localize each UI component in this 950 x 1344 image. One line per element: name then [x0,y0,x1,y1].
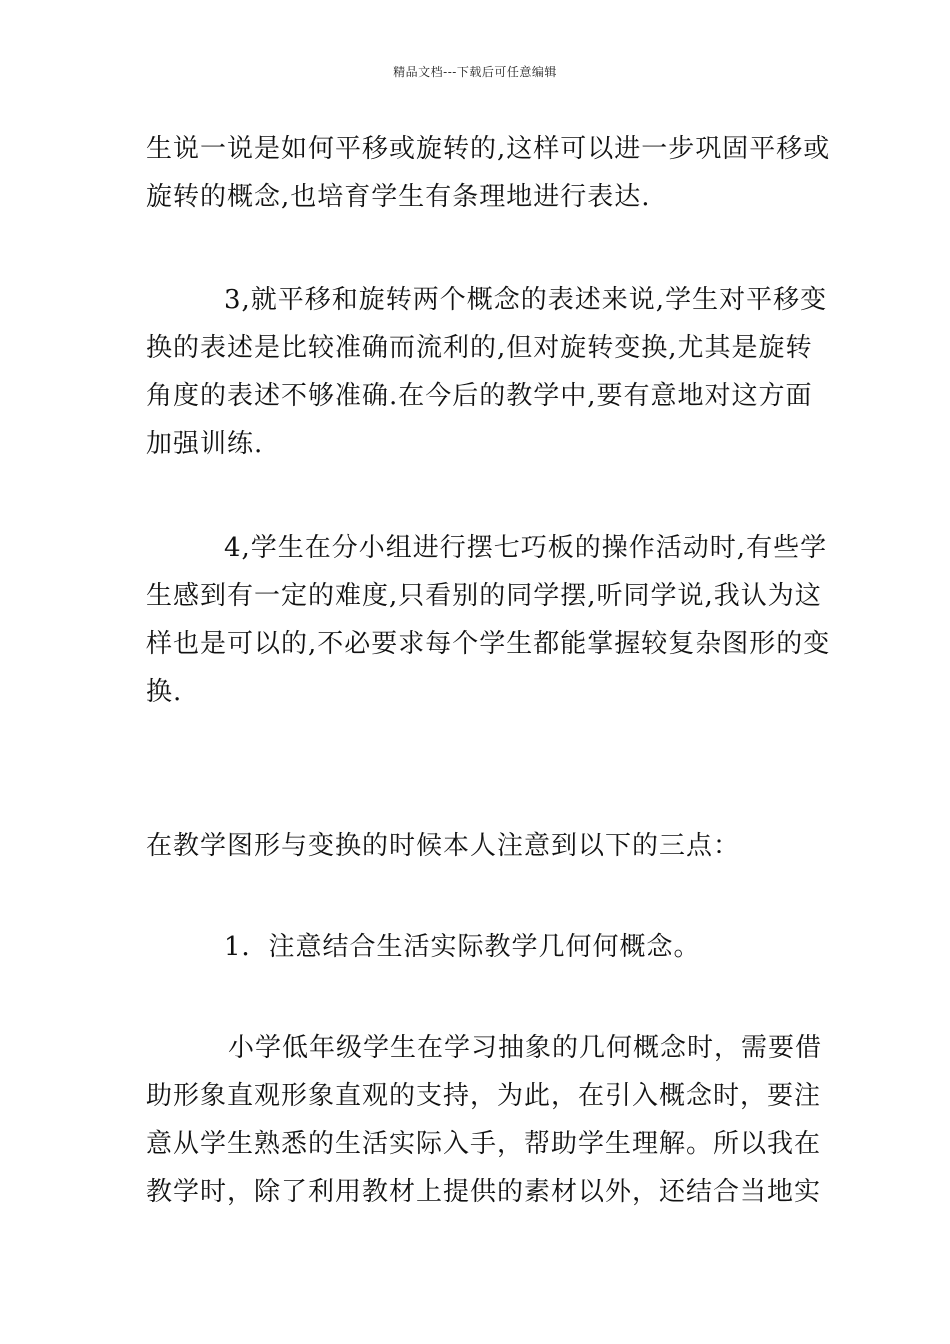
paragraph-5 [146,923,810,971]
text-line: 4,学生在分小组进行摆七巧板的操作活动时,有些学 [224,533,828,563]
paragraph-6 [146,1024,823,1216]
text-line: 3,就平移和旋转两个概念的表述来说,学生对平移变 [224,285,828,315]
text-line: 换. [146,677,183,707]
text-line: 角度的表述不够准确.在今后的教学中,要有意地对这方面 [146,381,813,411]
text-line: 1．注意结合生活实际教学几何何概念。 [224,932,701,962]
page-header: 精品文档---下载后可任意编辑 [393,65,557,79]
text-line: 助形象直观形象直观的支持，为此，在引入概念时，要注 [146,1081,822,1111]
text-line: 生说一说是如何平移或旋转的,这样可以进一步巩固平移或 [146,134,831,164]
text-line: 生感到有一定的难度,只看别的同学摆,听同学说,我认为这 [146,581,822,611]
paragraph-3 [146,524,831,716]
text-line: 样也是可以的,不必要求每个学生都能掌握较复杂图形的变 [146,629,831,659]
paragraph-1 [146,125,831,221]
text-line: 在教学图形与变换的时候本人注意到以下的三点： [146,831,741,861]
text-line: 教学时，除了利用教材上提供的素材以外，还结合当地实 [146,1177,822,1207]
paragraph-2 [146,276,828,468]
paragraph-4 [146,822,810,870]
text-line: 旋转的概念,也培育学生有条理地进行表达. [146,182,651,212]
text-line: 意从学生熟悉的生活实际入手，帮助学生理解。所以我在 [146,1129,822,1159]
text-line: 加强训练. [146,429,264,459]
text-line: 小学低年级学生在学习抽象的几何概念时，需要借 [228,1033,823,1063]
text-line: 换的表述是比较准确而流利的,但对旋转变换,尤其是旋转 [146,333,813,363]
